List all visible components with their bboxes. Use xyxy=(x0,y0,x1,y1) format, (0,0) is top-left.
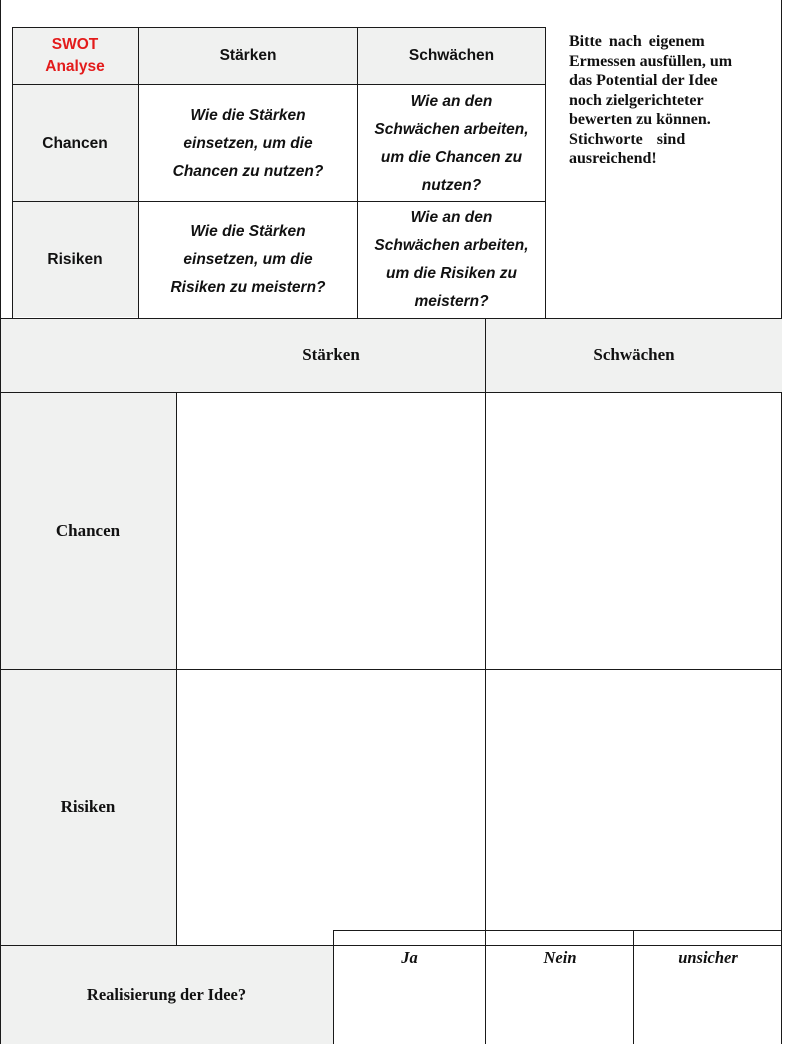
cell-text-line: meistern? xyxy=(414,292,489,310)
instruction-line: bewerten zu können. xyxy=(569,111,711,128)
checkbox-area-unsure[interactable] xyxy=(635,970,781,1043)
cell-text-line: nutzen? xyxy=(421,176,482,194)
grid-column-header-weaknesses: Schwächen xyxy=(593,345,675,364)
swot-title-line2: Analyse xyxy=(45,58,105,75)
instruction-line: ausreichend! xyxy=(569,150,657,167)
instruction-line: Bitte nach eigenem xyxy=(569,33,705,50)
table-rule xyxy=(12,27,13,318)
input-risks-strengths[interactable] xyxy=(177,670,485,930)
grid-rule xyxy=(0,669,782,670)
grid-rule xyxy=(333,930,334,1044)
swot-title-line1: SWOT xyxy=(51,36,99,53)
cell-text-line: Wie an den xyxy=(410,208,493,226)
grid-rule xyxy=(0,392,782,393)
instruction-line: Stichworte sind xyxy=(569,130,686,148)
grid-rule xyxy=(333,930,782,931)
grid-column-header-strengths: Stärken xyxy=(302,345,360,364)
table-rule xyxy=(12,201,546,202)
cell-text-line: Schwächen arbeiten, xyxy=(374,236,529,254)
grid-row-header-risks: Risiken xyxy=(60,797,116,816)
grid-row-header-opportunities: Chancen xyxy=(55,520,121,540)
checkbox-area-no[interactable] xyxy=(487,970,633,1043)
cell-text-line: Risiken zu meistern? xyxy=(170,278,326,296)
row-header-risks: Risiken xyxy=(47,250,103,268)
grid-rule xyxy=(633,930,634,1044)
option-yes[interactable]: Ja xyxy=(401,948,418,967)
row-header-opportunities: Chancen xyxy=(42,134,108,152)
instruction-line: das Potential der Idee xyxy=(569,72,718,89)
option-unsure[interactable]: unsicher xyxy=(678,948,738,967)
cell-weaknesses-opportunities xyxy=(358,85,545,202)
table-rule xyxy=(138,27,139,318)
instruction-line: noch zielgerichteter xyxy=(569,91,704,109)
instructions-note xyxy=(569,32,779,169)
grid-rule xyxy=(0,318,782,319)
table-rule xyxy=(12,27,546,28)
cell-text-line: Wie die Stärken xyxy=(190,222,306,240)
cell-text-line: einsetzen, um die xyxy=(183,250,313,268)
grid-rule xyxy=(0,318,1,1044)
cell-text-line: einsetzen, um die xyxy=(183,134,313,152)
table-rule xyxy=(12,84,546,85)
table-rule xyxy=(357,27,358,318)
cell-text-line: Wie die Stärken xyxy=(190,106,306,124)
cell-text-line: um die Risiken zu xyxy=(386,264,517,282)
realization-question: Realisierung der Idee? xyxy=(86,984,247,1004)
grid-rule xyxy=(176,392,177,945)
grid-rule xyxy=(485,318,486,1044)
table-rule xyxy=(545,27,546,318)
cell-text-line: um die Chancen zu xyxy=(380,148,523,166)
checkbox-area-yes[interactable] xyxy=(334,970,485,1043)
cell-text-line: Wie an den xyxy=(410,92,493,110)
cell-text-line: Chancen zu nutzen? xyxy=(172,162,324,180)
instruction-line: Ermessen ausfüllen, um xyxy=(569,52,733,70)
cell-text-line: Schwächen arbeiten, xyxy=(374,120,529,138)
input-opportunities-strengths[interactable] xyxy=(177,393,485,668)
cell-strengths-risks xyxy=(138,202,358,317)
page-frame-right xyxy=(781,0,782,1044)
column-header-strengths: Stärken xyxy=(219,47,277,64)
input-opportunities-weaknesses[interactable] xyxy=(487,393,781,668)
column-header-weaknesses: Schwächen xyxy=(408,47,495,64)
grid-rule xyxy=(0,945,782,946)
swot-analysis-title xyxy=(12,27,138,85)
cell-strengths-opportunities xyxy=(138,85,358,202)
option-no[interactable]: Nein xyxy=(543,948,577,967)
cell-weaknesses-risks xyxy=(358,202,545,317)
input-risks-weaknesses[interactable] xyxy=(487,670,781,930)
page-frame-left xyxy=(0,0,1,318)
